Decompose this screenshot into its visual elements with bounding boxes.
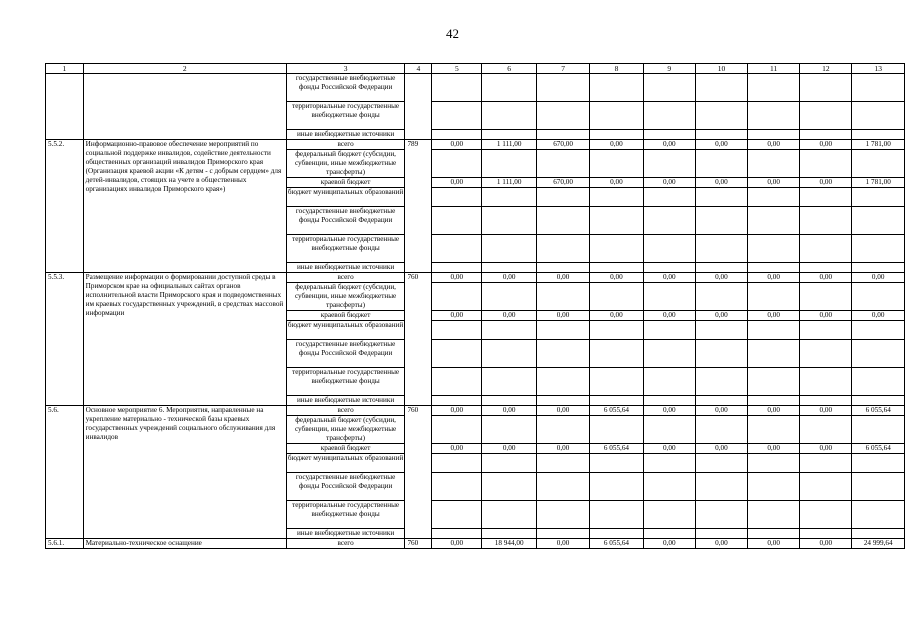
- value-cell: 0,00: [482, 273, 536, 283]
- section-name: Материально-техническое оснащение: [83, 539, 286, 549]
- value-cell: 0,00: [590, 178, 643, 188]
- value-cell: 0,00: [695, 311, 747, 321]
- section-name-cell: [83, 74, 286, 140]
- section-id: 5.6.: [46, 406, 84, 539]
- table-row: [46, 74, 905, 102]
- value-cell: 0,00: [800, 273, 852, 283]
- value-cell: 0,00: [643, 140, 695, 150]
- code-cell: [405, 74, 432, 140]
- value-cell: 1 781,00: [852, 140, 905, 150]
- col-header: 9: [643, 64, 695, 74]
- col-header: 12: [800, 64, 852, 74]
- funding-source-label: территориальные государственные внебюджетные фонды: [286, 368, 405, 396]
- value-cell: 0,00: [536, 311, 589, 321]
- funding-source-label: бюджет муниципальных образований: [286, 321, 405, 340]
- value-cell: 0,00: [643, 178, 695, 188]
- budget-table: [45, 63, 905, 549]
- funding-source-label: государственные внебюджетные фонды Российской Федерации: [286, 207, 405, 235]
- value-cell: 0,00: [590, 311, 643, 321]
- funding-source-label: государственные внебюджетные фонды Российской Федерации: [286, 74, 405, 102]
- value-cell: 0,00: [748, 140, 800, 150]
- value-cell: 0,00: [748, 444, 800, 454]
- value-cell: 0,00: [432, 140, 482, 150]
- value-cell: 1 111,00: [482, 140, 536, 150]
- value-cell: 0,00: [748, 406, 800, 416]
- funding-source-label: всего: [286, 406, 405, 416]
- value-cell: 0,00: [643, 406, 695, 416]
- table-row: [46, 273, 905, 283]
- value-cell: 0,00: [536, 406, 589, 416]
- col-header: 1: [46, 64, 84, 74]
- funding-source-label: бюджет муниципальных образований: [286, 454, 405, 473]
- section-name: Размещение информации о формировании доступной среды в Приморском крае на официальных сайтах органов исполнительной власти Приморского края и подведомственных им краевых государственных учреждений, в средствах массовой информации: [83, 273, 286, 406]
- value-cell: 0,00: [432, 273, 482, 283]
- value-cell: 0,00: [800, 539, 852, 549]
- value-cell: 0,00: [695, 444, 747, 454]
- value-cell: 0,00: [748, 178, 800, 188]
- col-header: 13: [852, 64, 905, 74]
- value-cell: 1 111,00: [482, 178, 536, 188]
- value-cell: 0,00: [800, 311, 852, 321]
- value-cell: 0,00: [536, 539, 589, 549]
- funding-source-label: федеральный бюджет (субсидии, субвенции, иные межбюджетные трансферты): [286, 283, 405, 311]
- value-cell: 18 944,00: [482, 539, 536, 549]
- value-cell: 0,00: [643, 444, 695, 454]
- section-id: 5.5.3.: [46, 273, 84, 406]
- value-cell: 24 999,64: [852, 539, 905, 549]
- funding-source-label: иные внебюджетные источники: [286, 529, 405, 539]
- value-cell: 0,00: [695, 140, 747, 150]
- funding-source-label: всего: [286, 140, 405, 150]
- value-cell: 0,00: [590, 273, 643, 283]
- value-cell: 6 055,64: [590, 539, 643, 549]
- value-cell: 0,00: [432, 444, 482, 454]
- funding-source-label: всего: [286, 273, 405, 283]
- value-cell: 6 055,64: [590, 406, 643, 416]
- value-cell: 0,00: [800, 444, 852, 454]
- value-cell: 0,00: [695, 178, 747, 188]
- col-header: 2: [83, 64, 286, 74]
- value-cell: 0,00: [852, 273, 905, 283]
- value-cell: 0,00: [590, 140, 643, 150]
- department-code: 760: [405, 273, 432, 406]
- table-row: [46, 539, 905, 549]
- funding-source-label: государственные внебюджетные фонды Российской Федерации: [286, 473, 405, 501]
- funding-source-label: краевой бюджет: [286, 311, 405, 321]
- table-row: [46, 406, 905, 416]
- value-cell: 0,00: [432, 311, 482, 321]
- value-cell: 0,00: [800, 178, 852, 188]
- col-header: 3: [286, 64, 405, 74]
- funding-source-label: бюджет муниципальных образований: [286, 188, 405, 207]
- value-cell: 0,00: [643, 311, 695, 321]
- value-cell: 670,00: [536, 140, 589, 150]
- funding-source-label: государственные внебюджетные фонды Российской Федерации: [286, 340, 405, 368]
- section-name: Информационно-правовое обеспечение мероприятий по социальной поддержке инвалидов, содействие деятельности общественных организаций инвалидов Приморского края (Организация краевой акции «К детям - с добрым сердцем» для детей-инвалидов, стоящих на учете в общественных организациях инвалидов Приморского края»): [83, 140, 286, 273]
- value-cell: 0,00: [852, 311, 905, 321]
- column-header-row: [46, 64, 905, 74]
- col-header: 6: [482, 64, 536, 74]
- section-id: 5.5.2.: [46, 140, 84, 273]
- funding-source-label: федеральный бюджет (субсидии, субвенции, иные межбюджетные трансферты): [286, 150, 405, 178]
- funding-source-label: иные внебюджетные источники: [286, 263, 405, 273]
- funding-source-label: федеральный бюджет (субсидии, субвенции, иные межбюджетные трансферты): [286, 416, 405, 444]
- value-cell: 0,00: [748, 273, 800, 283]
- col-header: 7: [536, 64, 589, 74]
- col-header: 11: [748, 64, 800, 74]
- value-cell: 0,00: [432, 178, 482, 188]
- department-code: 760: [405, 406, 432, 539]
- funding-source-label: краевой бюджет: [286, 178, 405, 188]
- page-number: 42: [446, 26, 459, 41]
- funding-source-label: всего: [286, 539, 405, 549]
- col-header: 8: [590, 64, 643, 74]
- value-cell: 0,00: [482, 311, 536, 321]
- funding-source-label: территориальные государственные внебюджетные фонды: [286, 501, 405, 529]
- funding-source-label: иные внебюджетные источники: [286, 396, 405, 406]
- value-cell: 1 781,00: [852, 178, 905, 188]
- value-cell: 0,00: [695, 539, 747, 549]
- department-code: 789: [405, 140, 432, 273]
- value-cell: 0,00: [800, 140, 852, 150]
- col-header: 10: [695, 64, 747, 74]
- value-cell: 0,00: [643, 539, 695, 549]
- value-cell: 670,00: [536, 178, 589, 188]
- section-name: Основное мероприятие 6. Мероприятия, направленные на укрепление материально - технической базы краевых государственных учреждений социального обслуживания для инвалидов: [83, 406, 286, 539]
- funding-source-label: территориальные государственные внебюджетные фонды: [286, 102, 405, 130]
- value-cell: 0,00: [748, 539, 800, 549]
- value-cell: 0,00: [536, 444, 589, 454]
- table-row: [46, 140, 905, 150]
- value-cell: 6 055,64: [852, 406, 905, 416]
- funding-source-label: краевой бюджет: [286, 444, 405, 454]
- value-cell: 0,00: [432, 406, 482, 416]
- value-cell: 0,00: [482, 444, 536, 454]
- value-cell: 0,00: [695, 273, 747, 283]
- value-cell: 0,00: [748, 311, 800, 321]
- value-cell: 6 055,64: [852, 444, 905, 454]
- section-id-cell: [46, 74, 84, 140]
- department-code: 760: [405, 539, 432, 549]
- col-header: 5: [432, 64, 482, 74]
- funding-source-label: территориальные государственные внебюджетные фонды: [286, 235, 405, 263]
- funding-source-label: иные внебюджетные источники: [286, 130, 405, 140]
- col-header: 4: [405, 64, 432, 74]
- value-cell: 0,00: [695, 406, 747, 416]
- value-cell: 0,00: [800, 406, 852, 416]
- value-cell: 0,00: [536, 273, 589, 283]
- section-id: 5.6.1.: [46, 539, 84, 549]
- value-cell: 0,00: [643, 273, 695, 283]
- value-cell: 0,00: [432, 539, 482, 549]
- value-cell: 0,00: [482, 406, 536, 416]
- value-cell: 6 055,64: [590, 444, 643, 454]
